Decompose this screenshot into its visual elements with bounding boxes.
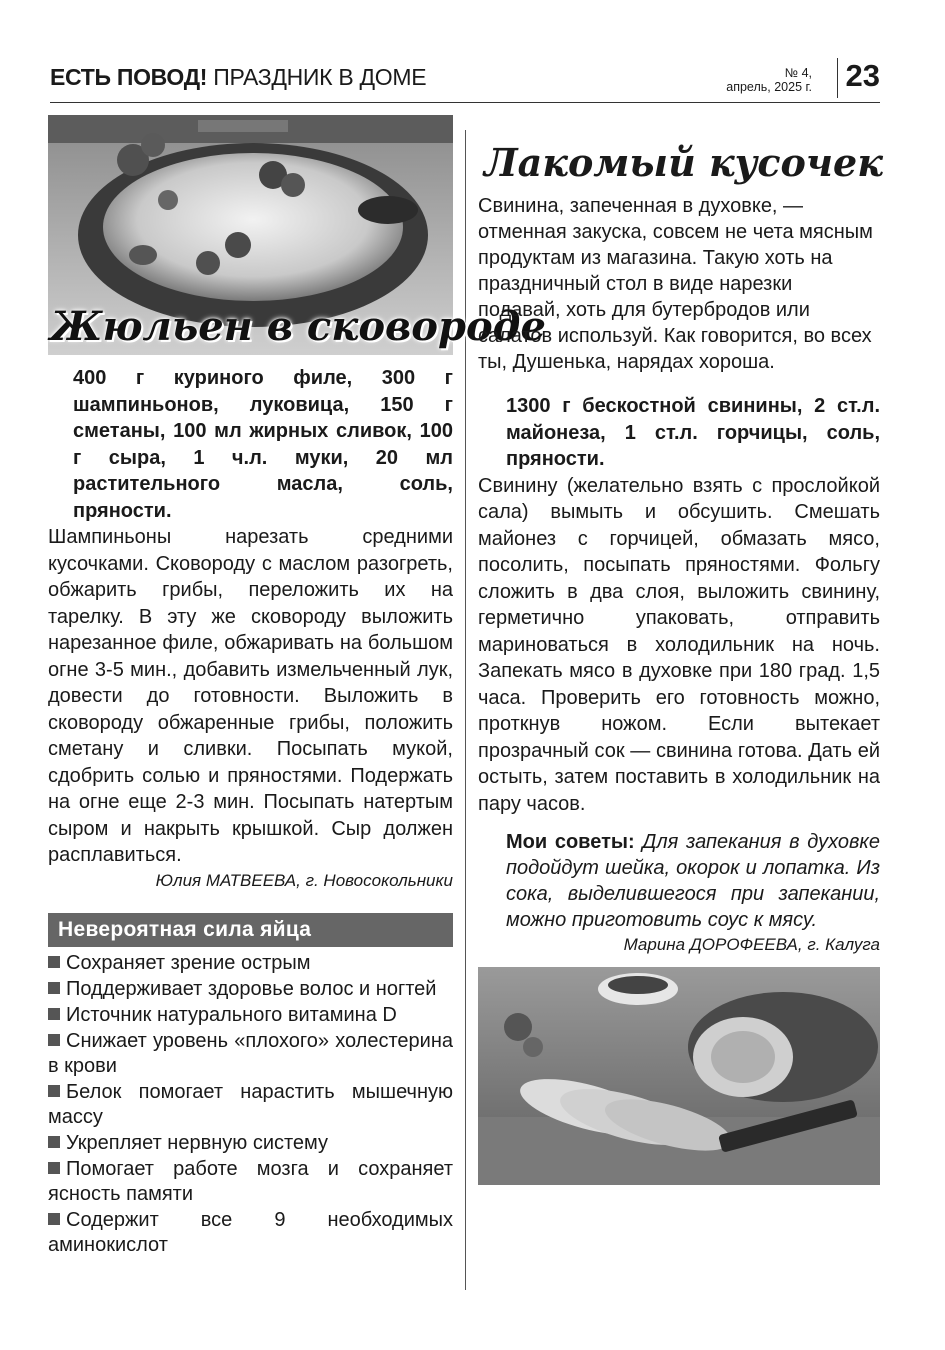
bullet-square-icon	[48, 1136, 60, 1148]
section-title	[50, 64, 426, 91]
page-header	[50, 58, 880, 103]
issue-number: № 4,	[784, 66, 812, 80]
tips-text: Для запекания в духовке подойдут шейка, окорок и лопатка. Из сока, выделившегося при запекании, можно приготовить соус к мясу.	[506, 831, 880, 931]
julienne-method: Шампиньоны нарезать средними кусочками. Сковороду с маслом разогреть, обжарить грибы, переложить их на тарелку. В эту же сковороду выложить нарезанное филе, обжаривать на большом огне 3-5 мин., добавить измельченный лук, довести до готовности. Выложить в сковороду обжаренные грибы, положить сметану и сливки. Посыпать мукой, сдобрить солью и пряностями. Подержать на огне еще 2-3 мин. Посыпать натертым сыром и накрыть крышкой. Сыр должен расплавиться.	[48, 526, 453, 866]
pork-title: Лакомый кусочек	[484, 140, 883, 185]
baked-pork-photo	[478, 967, 880, 1185]
bullet-square-icon	[48, 1034, 60, 1046]
issue-date: апрель, 2025 г.	[726, 80, 812, 94]
list-item: Помогает работе мозга и сохраняет ясность памяти	[48, 1157, 453, 1205]
pork-ingredients: 1300 г бескостной свинины, 2 ст.л. майонеза, 1 ст.л. горчицы, соль, пряности.	[506, 395, 880, 470]
egg-facts-list	[48, 951, 453, 1258]
left-column	[48, 115, 546, 1259]
list-item: Поддерживает здоровье волос и ногтей	[48, 977, 453, 1002]
list-item: Укрепляет нервную систему	[48, 1131, 453, 1156]
issue-info	[726, 66, 812, 94]
pork-intro: Свинина, запеченная в духовке, — отменная закуска, совсем не чета мясным продуктам из магазина. Такую хоть на праздничный стол в виде нарезки подавай, хоть для бутербродов или салатов используй. Как говорится, во всех ты, Душенька, нарядах хороша.	[478, 195, 873, 373]
list-item: Источник натурального витамина D	[48, 1003, 453, 1028]
bullet-square-icon	[48, 1162, 60, 1174]
list-item: Снижает уровень «плохого» холестерина в крови	[48, 1029, 453, 1077]
list-item: Белок помогает нарастить мышечную массу	[48, 1080, 453, 1128]
tips-label: Мои советы:	[506, 831, 635, 853]
pork-tips	[478, 829, 880, 933]
pork-method: Свинину (желательно взять с прослойкой сала) вымыть и обсушить. Смешать майонез с горчицей, обмазать мясо, посолить, посыпать пряностями. Фольгу сложить в два слоя, выложить свинину, герметично упаковать, отправить мариноваться в холодильник на ночь. Запекать мясо в духовке при 180 град. 1,5 часа. Проверить его готовность можно, проткнув ножом. Если вытекает прозрачный сок — свинина готова. Дать ей остыть, затем поставить в холодильник на пару часов.	[478, 474, 880, 815]
bullet-square-icon	[48, 1085, 60, 1097]
bullet-square-icon	[48, 1008, 60, 1020]
list-item: Содержит все 9 необходимых аминокислот	[48, 1208, 453, 1256]
section-title-bold: ЕСТЬ ПОВОД!	[50, 64, 208, 90]
right-column	[478, 140, 883, 1185]
julienne-title: Жюльен в сковороде	[50, 303, 546, 350]
bullet-square-icon	[48, 1213, 60, 1225]
egg-box-title: Невероятная сила яйца	[48, 913, 453, 947]
bullet-square-icon	[48, 982, 60, 994]
page-number: 23	[837, 58, 880, 98]
julienne-ingredients: 400 г куриного филе, 300 г шампиньонов, луковица, 150 г сметаны, 100 мл жирных сливок, 100 г сыра, 1 ч.л. муки, 20 мл растительного масла, соль, пряности.	[73, 367, 453, 522]
pork-author: Марина ДОРОФЕЕВА, г. Калуга	[623, 935, 880, 954]
julienne-photo-block	[48, 115, 546, 355]
bullet-square-icon	[48, 956, 60, 968]
section-title-rest: ПРАЗДНИК В ДОМЕ	[213, 64, 427, 90]
julienne-author: Юлия МАТВЕЕВА, г. Новосокольники	[155, 870, 453, 890]
list-item: Сохраняет зрение острым	[48, 951, 453, 976]
